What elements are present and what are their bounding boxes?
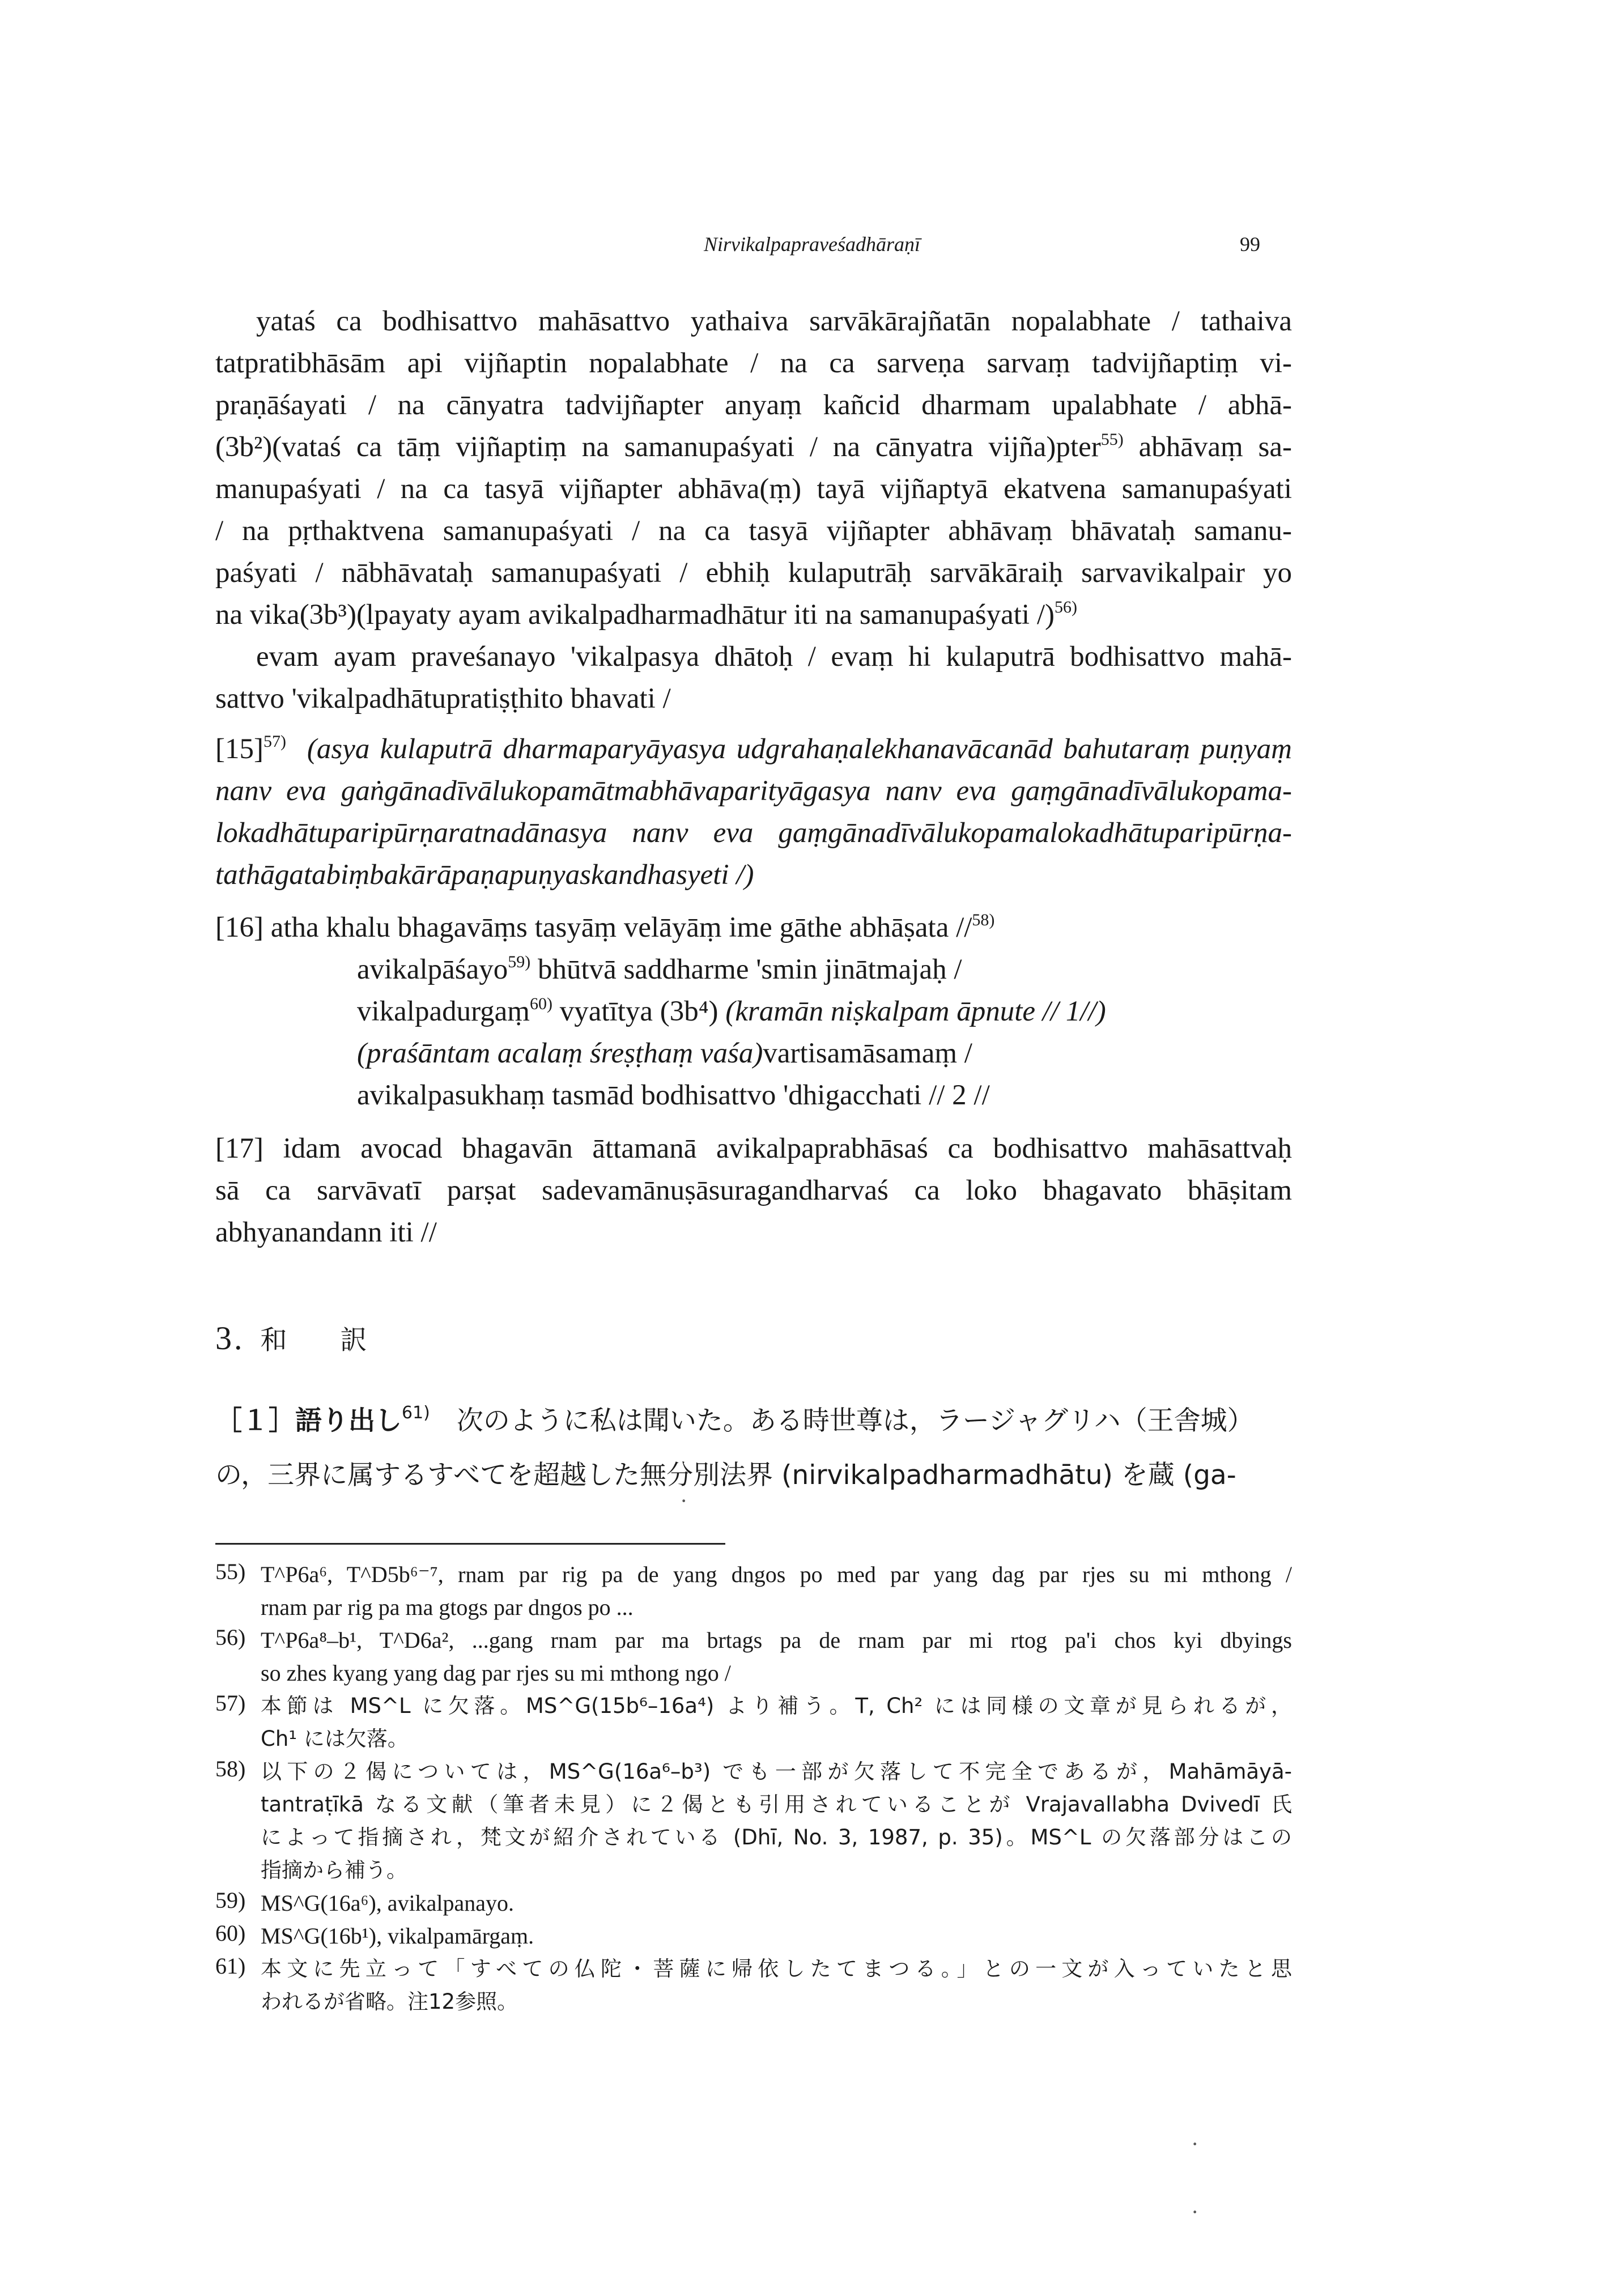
footnote-line: われるが省略。注12参照。 [261, 1989, 518, 2014]
footnote-ref-55: 55) [1100, 430, 1124, 449]
translation-section-label: ［１］語り出し [215, 1405, 402, 1436]
footnote-line: 本節は MS^L に欠落。MS^G(15b⁶–16a⁴) より補う。T, Ch² には同様の文章が見られるが， [261, 1694, 1292, 1718]
text-line: (3b²)(vataś ca tāṃ vijñaptiṃ na samanupaśyati / na cānyatra vijña)pter$^{55)}$ abhāvaṃ sa- [215, 430, 1292, 463]
sanskrit-paragraph-1 [215, 300, 1292, 636]
footnote-line: so zhes kyang yang dag par rjes su mi mthong ngo / [261, 1660, 731, 1686]
text-line: lokadhātuparipūrṇaratnadānasya nanv eva gaṃgānadīvālukopamalokadhātuparipūrṇa- [215, 817, 1292, 849]
verse-line: avikalpāśayo$^{59)}$ bhūtvā saddharme 'smin jinātmajaḥ / [357, 953, 962, 985]
footnote-line: 以下の２偈については，MS^G(16a⁶–b³) でも一部が欠落して不完全であるが，Mahāmāyā- [261, 1759, 1292, 1784]
footnote-58: 58) 以下の２偈については，MS^G(16a⁶–b³) でも一部が欠落して不完全であるが，Mahāmāyā- tantraṭīkā なる文献（筆者未見）に２偈とも引用されていることが Vrajavallabha Dvivedī 氏 によって指摘され，梵文が紹介されている (Dhī, No. 3, 1987, p. 35)。MS^L の欠落部分はこの 指摘から補う。 [215, 1755, 1292, 1887]
footnote-60: 60) MS^G(16b¹), vikalpamārgaṃ. [215, 1920, 1292, 1953]
paragraph-number: [15] [215, 733, 263, 765]
footnote-61: 61) 本文に先立って「すべての仏陀・菩薩に帰依したてまつる。」との一文が入っていたと思 われるが省略。注12参照。 [215, 1953, 1292, 2018]
footnote-line: T^P6a⁸–b¹, T^D6a², ...gang rnam par ma brtags pa de rnam par mi rtog pa'i chos kyi dbyings [261, 1627, 1292, 1653]
text-line: tathāgatabiṃbakārāpaṇapuṇyaskandhasyeti /) [215, 859, 754, 891]
text-line: sā ca sarvāvatī parṣat sadevamānuṣāsuragandharvaś ca loko bhagavato bhāṣitam [215, 1175, 1292, 1206]
footnote-line: Ch¹ には欠落。 [261, 1727, 409, 1751]
footnote-ref-59: 59) [508, 953, 531, 971]
footnote-line: 本文に先立って「すべての仏陀・菩薩に帰依したてまつる。」との一文が入っていたと思 [261, 1957, 1292, 1981]
text-line: paśyati / nābhāvataḥ samanupaśyati / ebhiḥ kulaputrāḥ sarvākāraiḥ sarvavikalpair yo [215, 557, 1292, 589]
running-title: Nirvikalpapraveśadhāraṇī [704, 233, 920, 256]
verse-line: vikalpadurgaṃ$^{60)}$ vyatītya (3b⁴) (kramān niṣkalpam āpnute // 1//) [357, 994, 1106, 1027]
text-line: / na pṛthaktvena samanupaśyati / na ca tasyā vijñapter abhāvaṃ bhāvataḥ samanu- [215, 515, 1292, 547]
section-title-char: 和 [260, 1325, 290, 1356]
text-line: [17] idam avocad bhagavān āttamanā avikalpaprabhāsaś ca bodhisattvo mahāsattvaḥ [215, 1133, 1292, 1164]
footnote-ref-56: 56) [1055, 598, 1077, 616]
footnote-line: rnam par rig pa ma gtogs par dngos po ... [261, 1595, 634, 1620]
text-line: sattvo 'vikalpadhātupratiṣṭhito bhavati / [215, 683, 671, 715]
section-heading [215, 1319, 369, 1357]
sanskrit-paragraph-16 [215, 907, 1292, 1116]
stray-mark: · [1191, 2199, 1199, 2225]
text-line: praṇāśayati / na cānyatra tadvijñapter anyaṃ kañcid dharmam upalabhate / abhā- [215, 389, 1292, 421]
page-number: 99 [1240, 233, 1260, 256]
footnote-rule [215, 1543, 725, 1545]
text-line: nanv eva gaṅgānadīvālukopamātmabhāvaparityāgasya nanv eva gaṃgānadīvālukopama- [215, 775, 1292, 807]
footnote-57: 57) 本節は MS^L に欠落。MS^G(15b⁶–16a⁴) より補う。T, Ch² には同様の文章が見られるが， Ch¹ には欠落。 [215, 1690, 1292, 1755]
stray-mark: · [680, 1488, 688, 1513]
text-line: abhyanandann iti // [215, 1217, 437, 1248]
footnote-line: T^P6a⁶, T^D5b⁶⁻⁷, rnam par rig pa de yang dngos po med par yang dag par rjes su mi mthong / [261, 1562, 1292, 1587]
verse-line: avikalpasukhaṃ tasmād bodhisattvo 'dhigacchati // 2 // [357, 1079, 990, 1111]
footnote-ref-61: 61) [402, 1403, 430, 1423]
sanskrit-paragraph-17 [215, 1128, 1292, 1253]
footnote-line: MS^G(16b¹), vikalpamārgaṃ. [261, 1923, 534, 1949]
section-number: 3. [215, 1320, 245, 1357]
text-line: evam ayam praveśanayo 'vikalpasya dhātoḥ / evaṃ hi kulaputrā bodhisattvo mahā- [256, 641, 1292, 673]
section-title-char: 訳 [340, 1325, 369, 1356]
translation-paragraph [215, 1394, 1292, 1503]
footnote-56: 56) T^P6a⁸–b¹, T^D6a², ...gang rnam par ma brtags pa de rnam par mi rtog pa'i chos kyi dbyings so zhes kyang yang dag par rjes su mi mthong ngo / [215, 1624, 1292, 1690]
text-line: na vika(3b³)(lpayaty ayam avikalpadharmadhātur iti na samanupaśyati /)$^{56)}$ [215, 598, 1077, 631]
footnote-ref-57: 57) [263, 732, 286, 751]
footnote-line: MS^G(16a⁶), avikalpanayo. [261, 1890, 515, 1916]
footnote-line: によって指摘され，梵文が紹介されている (Dhī, No. 3, 1987, p. 35)。MS^L の欠落部分はこの [261, 1825, 1292, 1849]
text-line: manupaśyati / na ca tasyā vijñapter abhāva(ṃ) tayā vijñaptyā ekatvena samanupaśyati [215, 473, 1292, 505]
text-line: ［１］語り出し$^{61)}$ 次のように私は聞いた。ある時世尊は，ラージャグリハ（王舎城） [215, 1403, 1254, 1436]
text-line: の，三界に属するすべてを超越した無分別法界 (nirvikalpadharmadhātu) を蔵 (ga- [215, 1460, 1236, 1491]
footnote-line: tantraṭīkā なる文献（筆者未見）に２偈とも引用されていることが Vrajavallabha Dvivedī 氏 [261, 1792, 1292, 1817]
footnote-55: 55) T^P6a⁶, T^D5b⁶⁻⁷, rnam par rig pa de yang dngos po med par yang dag par rjes su mi mthong / rnam par rig pa ma gtogs par dngos po ... [215, 1558, 1292, 1624]
text-line: $[15]^{57)}$ (asya kulaputrā dharmaparyāyasya udgrahaṇalekhanavācanād bahutaraṃ puṇyaṃ [215, 732, 1293, 765]
footnote-ref-58: 58) [972, 911, 995, 929]
footnote-ref-60: 60) [529, 994, 552, 1013]
footnote-59: 59) MS^G(16a⁶), avikalpanayo. [215, 1887, 1292, 1920]
stray-mark: · [1191, 2131, 1199, 2157]
text-line: tatpratibhāsām api vijñaptin nopalabhate / na ca sarveṇa sarvaṃ tadvijñaptiṃ vi- [215, 347, 1292, 379]
footnote-line: 指摘から補う。 [261, 1858, 407, 1882]
text-line: yataś ca bodhisattvo mahāsattvo yathaiva sarvākārajñatān nopalabhate / tathaiva [256, 305, 1292, 337]
text-line: [16] atha khalu bhagavāṃs tasyāṃ velāyāṃ ime gāthe abhāṣata //$^{58)}$ [215, 911, 995, 943]
sanskrit-paragraph-15 [215, 728, 1292, 896]
footnotes [215, 1558, 1292, 2018]
sanskrit-paragraph-2 [215, 636, 1292, 720]
verse-line: (praśāntam acalaṃ śreṣṭhaṃ vaśa)vartisamāsamaṃ / [357, 1038, 972, 1069]
